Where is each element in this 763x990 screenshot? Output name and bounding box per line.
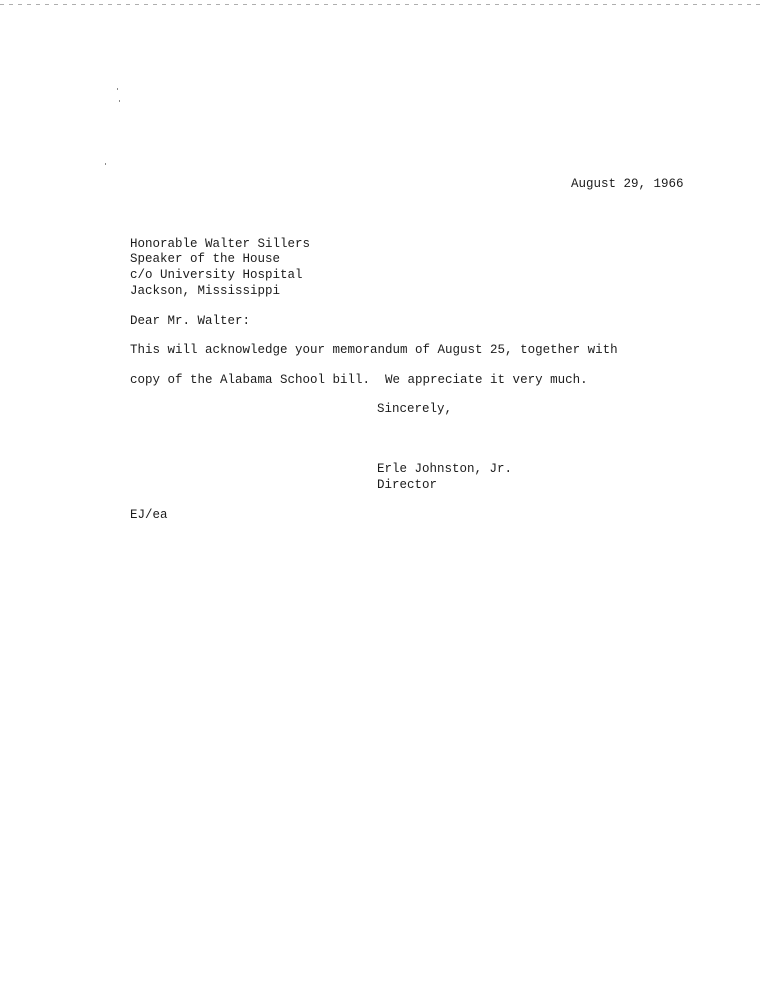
page-top-edge [0,0,763,6]
scan-speck [105,163,106,165]
reference-initials: EJ/ea [130,508,168,522]
recipient-care-of: c/o University Hospital [130,268,303,282]
signer-title: Director [377,478,438,492]
body-line: copy of the Alabama School bill. We appreciate it very much. [130,373,588,387]
recipient-name: Honorable Walter Sillers [130,237,311,251]
recipient-title: Speaker of the House [130,252,281,266]
letter-date: August 29, 1966 [571,177,684,191]
recipient-city: Jackson, Mississippi [130,284,281,298]
salutation: Dear Mr. Walter: [130,314,251,328]
body-line: This will acknowledge your memorandum of August 25, together with [130,343,618,357]
scan-speck [119,100,120,102]
signer-name: Erle Johnston, Jr. [377,462,513,476]
closing: Sincerely, [377,402,453,416]
scan-speck [117,88,118,90]
